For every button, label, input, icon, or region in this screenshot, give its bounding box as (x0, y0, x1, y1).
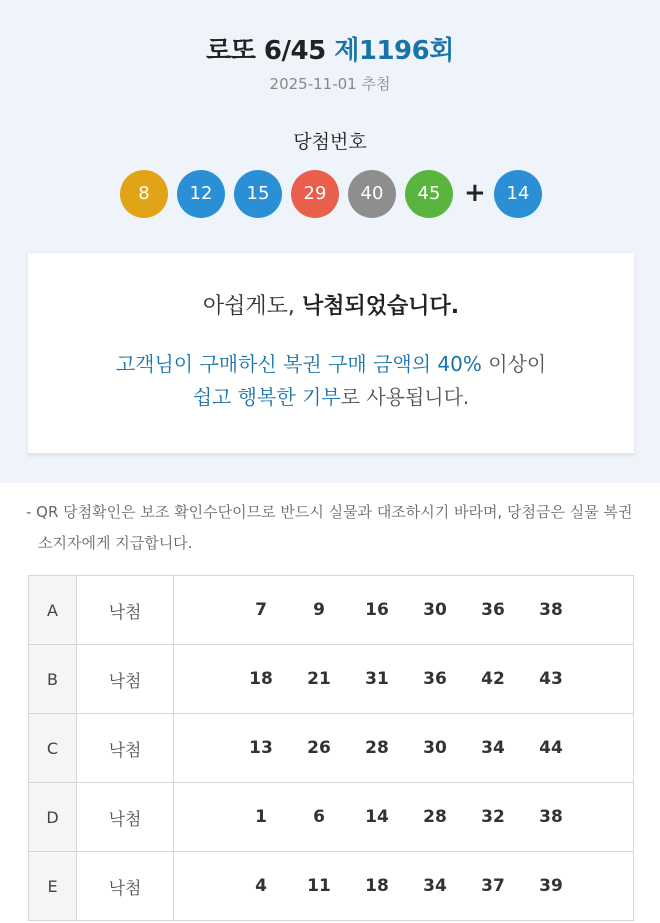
ticket-row (29, 783, 634, 852)
ticket-number: 38 (539, 600, 563, 620)
result-message-status: 낙첨되었습니다. (301, 294, 460, 319)
result-message (28, 289, 634, 320)
qr-notice: - QR 당첨확인은 보조 확인수단이므로 반드시 실물과 대조하시기 바라며, 당첨금은 실물 복권소지자에게 지급합니다. (26, 503, 633, 552)
ticket-numbers (174, 714, 634, 783)
ticket-number: 28 (423, 807, 447, 827)
ticket-result: 낙첨 (77, 576, 174, 645)
ticket-number: 13 (249, 738, 273, 758)
winning-ball: 15 (234, 170, 282, 218)
ticket-number: 18 (249, 669, 273, 689)
ticket-number: 42 (481, 669, 505, 689)
ticket-row (29, 852, 634, 921)
ticket-row (29, 576, 634, 645)
title-prefix: 로또 6/45 (206, 36, 326, 66)
result-message-prefix: 아쉽게도, (202, 294, 295, 319)
ticket-number: 16 (365, 600, 389, 620)
winning-numbers (0, 170, 660, 218)
ticket-result: 낙첨 (77, 852, 174, 921)
ticket-numbers (174, 576, 634, 645)
ticket-letter: E (29, 852, 77, 921)
ticket-number: 6 (313, 807, 325, 827)
ticket-number: 43 (539, 669, 563, 689)
ticket-result: 낙첨 (77, 783, 174, 852)
ticket-result: 낙첨 (77, 714, 174, 783)
winning-ball: 12 (177, 170, 225, 218)
winning-numbers-label: 당첨번호 (293, 131, 367, 153)
ticket-numbers (174, 783, 634, 852)
ticket-row (29, 645, 634, 714)
ticket-numbers (174, 852, 634, 921)
winning-ball: 40 (348, 170, 396, 218)
ticket-number: 28 (365, 738, 389, 758)
ticket-number: 1 (255, 807, 267, 827)
ticket-letter: B (29, 645, 77, 714)
ticket-number: 4 (255, 876, 267, 896)
ticket-numbers (174, 645, 634, 714)
ticket-number: 36 (423, 669, 447, 689)
donation-text-2: 로 사용됩니다. (340, 385, 470, 409)
ticket-number: 30 (423, 600, 447, 620)
ticket-letter: C (29, 714, 77, 783)
ticket-number: 18 (365, 876, 389, 896)
ticket-number: 11 (307, 876, 331, 896)
page-title (0, 30, 660, 67)
ticket-number: 34 (423, 876, 447, 896)
ticket-number: 14 (365, 807, 389, 827)
ticket-number: 32 (481, 807, 505, 827)
ticket-number: 26 (307, 738, 331, 758)
ticket-letter: A (29, 576, 77, 645)
ticket-number: 9 (313, 600, 325, 620)
ticket-number: 31 (365, 669, 389, 689)
bonus-ball: 14 (494, 170, 542, 218)
ticket-number: 39 (539, 876, 563, 896)
winning-ball: 8 (120, 170, 168, 218)
ticket-row (29, 714, 634, 783)
ticket-number: 34 (481, 738, 505, 758)
ticket-number: 7 (255, 600, 267, 620)
ticket-number: 21 (307, 669, 331, 689)
bonus-plus-sign: + (464, 178, 486, 208)
draw-date: 2025-11-01 추첨 (269, 75, 391, 93)
ticket-number: 37 (481, 876, 505, 896)
ticket-letter: D (29, 783, 77, 852)
donation-message (28, 348, 634, 414)
donation-text-1: 이상이 (488, 352, 547, 376)
ticket-table (28, 575, 634, 921)
ticket-number: 44 (539, 738, 563, 758)
winning-ball: 45 (405, 170, 453, 218)
draw-round: 제1196회 (334, 36, 454, 66)
ticket-result: 낙첨 (77, 645, 174, 714)
result-card (28, 253, 634, 455)
ticket-number: 38 (539, 807, 563, 827)
donation-highlight-2: 쉽고 행복한 기부 (192, 385, 341, 409)
ticket-number: 36 (481, 600, 505, 620)
ticket-number: 30 (423, 738, 447, 758)
winning-ball: 29 (291, 170, 339, 218)
donation-highlight-1: 고객님이 구매하신 복권 구매 금액의 40% (115, 352, 482, 376)
